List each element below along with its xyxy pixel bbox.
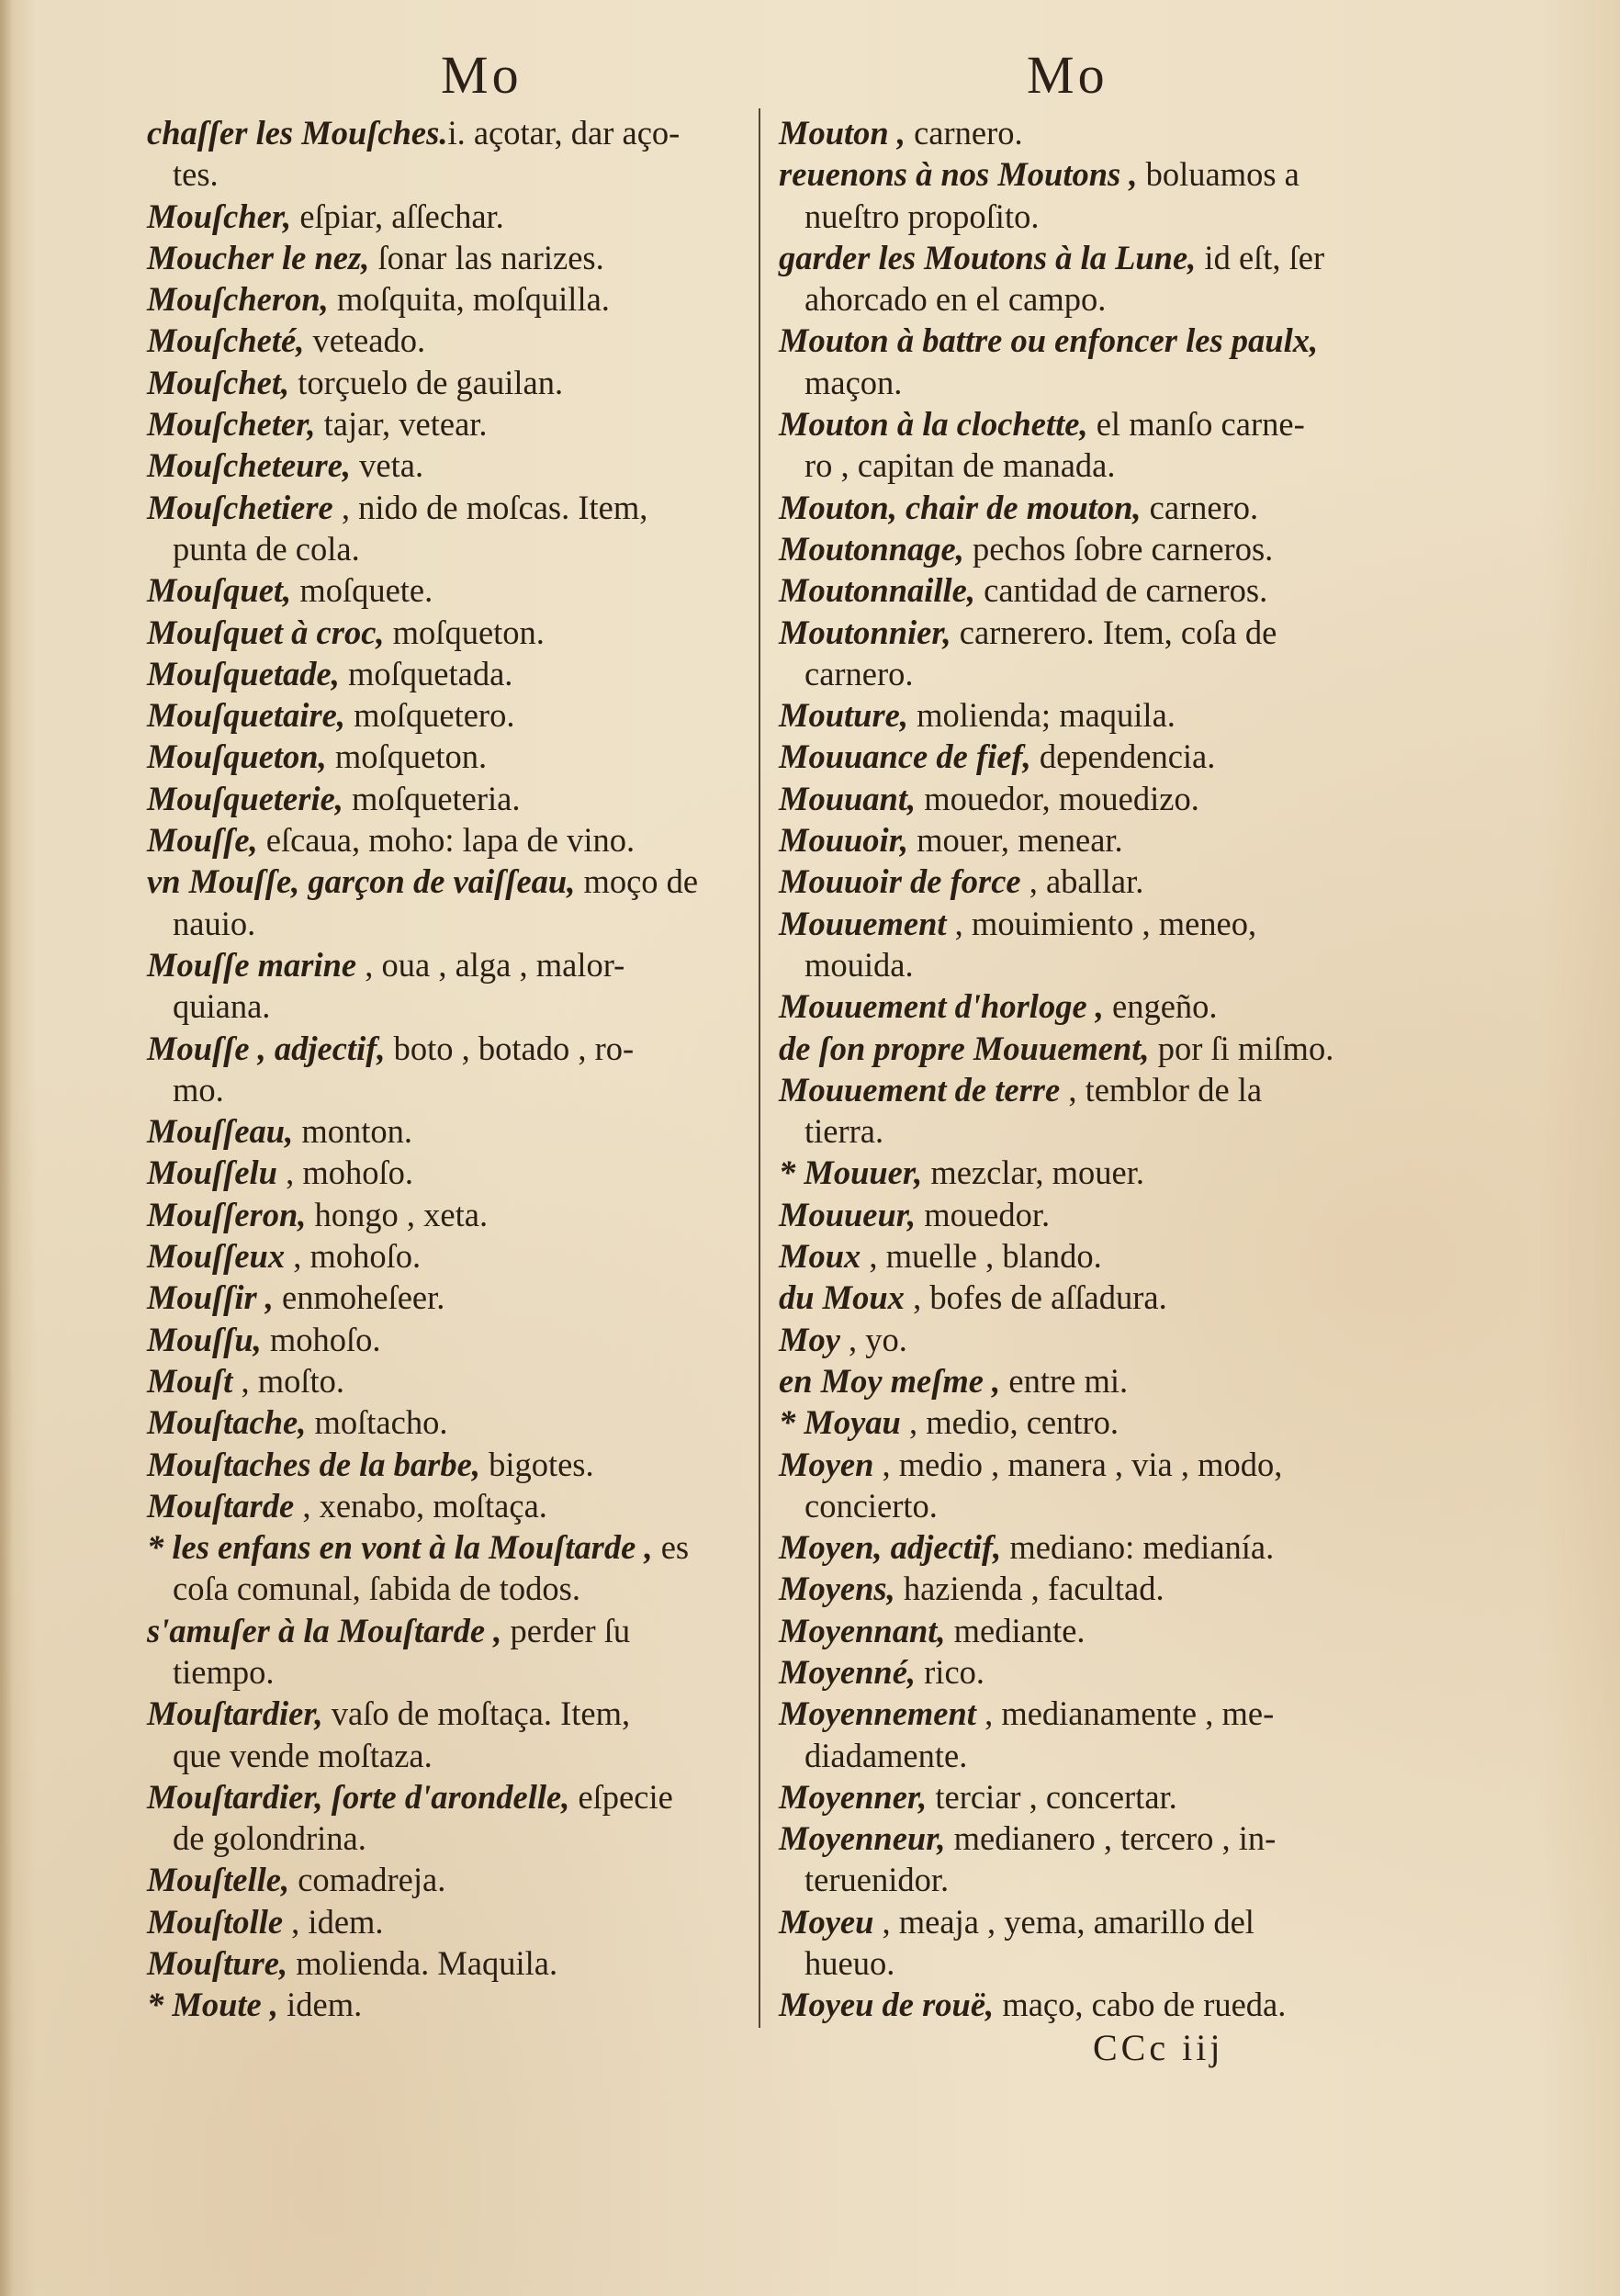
- definition: moſqueteria.: [343, 779, 521, 817]
- headword: Moyenné,: [779, 1652, 917, 1691]
- dictionary-entry-line: [779, 320, 1376, 361]
- definition: teruenidor.: [804, 1861, 950, 1899]
- definition: carnerero. Item, coſa de: [951, 613, 1277, 651]
- headword: * Moute ,: [147, 1986, 278, 2024]
- headword: Mouton, chair de mouton,: [779, 488, 1142, 526]
- definition: moſqueton.: [384, 613, 545, 651]
- definition: carnero.: [905, 114, 1023, 152]
- headword: Mouſcheteure,: [147, 446, 352, 485]
- headword: Mouueur,: [779, 1195, 917, 1233]
- dictionary-entry-line: [147, 985, 744, 1027]
- dictionary-entry-line: [147, 694, 744, 736]
- headword: Mouture,: [779, 696, 908, 735]
- headword: Mouſcheron,: [147, 280, 329, 319]
- definition: tajar, vetear.: [315, 405, 488, 444]
- dictionary-entry-line: [147, 612, 744, 653]
- definition: molienda; maquila.: [907, 696, 1176, 735]
- dictionary-entry-line: [779, 985, 1376, 1027]
- dictionary-entry-line: [779, 1360, 1376, 1401]
- definition: veta.: [351, 446, 424, 485]
- definition: moſquetada.: [339, 654, 513, 692]
- right-column: [779, 112, 1376, 2026]
- dictionary-entry-line: [779, 1693, 1376, 1734]
- definition: ſonar las narizes.: [369, 238, 604, 276]
- dictionary-entry-line: [147, 1235, 744, 1277]
- headword: Moyen: [779, 1445, 874, 1483]
- definition: , temblor de la: [1060, 1070, 1263, 1109]
- headword: Moutonnage,: [779, 529, 964, 568]
- headword: Mouſſu,: [147, 1320, 262, 1358]
- definition: , mouimiento , meneo,: [946, 904, 1257, 942]
- definition: mouer, menear.: [908, 821, 1123, 860]
- dictionary-entry-line: [779, 196, 1376, 237]
- headword: * Moyau: [779, 1403, 901, 1442]
- definition: monton.: [293, 1112, 412, 1151]
- headword: Mouſſeux: [147, 1237, 286, 1276]
- headword: Mouſchet,: [147, 363, 290, 401]
- dictionary-entry-line: [147, 1859, 744, 1900]
- definition: dependencia.: [1030, 737, 1216, 776]
- definition: moſquita, moſquilla.: [328, 280, 610, 319]
- dictionary-entry-line: [779, 1651, 1376, 1693]
- definition: ahorcado en el campo.: [804, 280, 1107, 319]
- headword: Mouton ,: [779, 114, 906, 152]
- headword: Mouſquetade,: [147, 654, 340, 692]
- dictionary-entry-line: [779, 1942, 1376, 1984]
- definition: hongo , xeta.: [306, 1195, 489, 1233]
- dictionary-entry-line: [779, 1028, 1376, 1069]
- dictionary-entry-line: [779, 528, 1376, 569]
- page-edge-shadow: [0, 0, 13, 2296]
- headword: Mouſtache,: [147, 1403, 307, 1442]
- headword: Mouſt: [147, 1361, 233, 1400]
- dictionary-entry-line: [147, 320, 744, 361]
- headword: Mouſchetiere: [147, 488, 333, 526]
- definition: entre mi.: [1000, 1361, 1129, 1400]
- headword: Mouuoir de force: [779, 862, 1021, 901]
- dictionary-entry-line: [779, 278, 1376, 320]
- headword: Mouſſe marine: [147, 945, 357, 984]
- definition: maçon.: [804, 363, 903, 401]
- headword: Moyennement: [779, 1694, 976, 1733]
- dictionary-entry-line: [147, 1152, 744, 1193]
- dictionary-entry-line: [147, 196, 744, 237]
- dictionary-entry-line: [147, 1401, 744, 1443]
- headword: Mouuant,: [779, 779, 917, 817]
- definition: maço, cabo de rueda.: [994, 1986, 1287, 2024]
- dictionary-entry-line: [147, 569, 744, 611]
- dictionary-entry-line: [147, 819, 744, 861]
- dictionary-entry-line: [147, 1277, 744, 1318]
- definition: mo.: [173, 1070, 224, 1109]
- definition: mouida.: [804, 945, 914, 984]
- definition: id eſt, ſer: [1196, 238, 1325, 276]
- headword: Mouſtardier, ſorte d'arondelle,: [147, 1777, 570, 1816]
- dictionary-entry-line: [147, 1110, 744, 1152]
- headword: Mouton à battre ou enfoncer les paulx,: [779, 321, 1319, 360]
- definition: nauio.: [173, 904, 256, 942]
- definition: idem.: [277, 1986, 363, 2024]
- dictionary-entry-line: [147, 487, 744, 528]
- definition: moſtacho.: [306, 1403, 448, 1442]
- definition: cantidad de carneros.: [975, 571, 1268, 610]
- dictionary-entry-line: [779, 1818, 1376, 1859]
- definition: punta de cola.: [173, 529, 360, 568]
- definition: mediano: medianía.: [1001, 1528, 1275, 1567]
- headword: Mouſcher,: [147, 197, 292, 235]
- dictionary-entry-line: [147, 1444, 744, 1485]
- definition: concierto.: [804, 1486, 938, 1525]
- definition: moſqueton.: [326, 737, 488, 776]
- definition: boto , botado , ro-: [385, 1029, 635, 1067]
- dictionary-entry-line: [779, 403, 1376, 445]
- dictionary-entry-line: [779, 944, 1376, 985]
- dictionary-entry-line: [779, 861, 1376, 902]
- dictionary-entry-line: [779, 1610, 1376, 1651]
- definition: mohoſo.: [261, 1320, 381, 1358]
- headword: Moucher le nez,: [147, 238, 370, 276]
- definition: de golondrina.: [173, 1819, 366, 1858]
- dictionary-entry-line: [779, 1235, 1376, 1277]
- dictionary-entry-line: [147, 1776, 744, 1818]
- headword: Mouſquet à croc,: [147, 613, 385, 651]
- definition: i. açotar, dar aço-: [447, 114, 681, 152]
- definition: que vende moſtaza.: [173, 1736, 433, 1774]
- dictionary-entry-line: [147, 1942, 744, 1984]
- definition: molienda. Maquila.: [287, 1944, 558, 1983]
- headword: Moyeu: [779, 1902, 874, 1941]
- definition: diadamente.: [804, 1736, 968, 1774]
- headword: Mouſſe,: [147, 821, 258, 860]
- definition: , yo.: [839, 1320, 907, 1358]
- dictionary-entry-line: [779, 1568, 1376, 1609]
- definition: tierra.: [804, 1112, 884, 1151]
- dictionary-entry-line: [147, 1568, 744, 1609]
- definition: , medio , manera , via , modo,: [873, 1445, 1283, 1483]
- signature-mark: CCc iij: [1093, 2027, 1224, 2068]
- headword: Moutonnaille,: [779, 571, 975, 610]
- definition: torçuelo de gauilan.: [289, 363, 564, 401]
- dictionary-entry-line: [779, 612, 1376, 653]
- column-divider: [759, 108, 760, 2028]
- headword: Mouſtelle,: [147, 1861, 290, 1899]
- definition: , aballar.: [1020, 862, 1144, 901]
- headword: Mouſquetaire,: [147, 696, 345, 735]
- dictionary-entry-line: [779, 1444, 1376, 1485]
- definition: tes.: [173, 155, 219, 194]
- dictionary-entry-line: [779, 112, 1376, 153]
- definition: bigotes.: [479, 1445, 594, 1483]
- headword: reuenons à nos Moutons ,: [779, 155, 1138, 194]
- dictionary-entry-line: [147, 1735, 744, 1776]
- dictionary-entry-line: [147, 528, 744, 569]
- dictionary-entry-line: [147, 362, 744, 403]
- dictionary-entry-line: [147, 278, 744, 320]
- definition: medianero , tercero , in-: [945, 1819, 1277, 1858]
- dictionary-entry-line: [779, 1319, 1376, 1360]
- dictionary-entry-line: [779, 819, 1376, 861]
- definition: , oua , alga , malor-: [356, 945, 625, 984]
- definition: por ſi miſmo.: [1149, 1029, 1334, 1067]
- headword: Mouuement de terre: [779, 1070, 1061, 1109]
- headword: du Moux: [779, 1278, 905, 1317]
- dictionary-entry-line: [779, 1901, 1376, 1942]
- definition: quiana.: [173, 987, 271, 1026]
- definition: , nido de moſcas. Item,: [332, 488, 648, 526]
- definition: es: [652, 1528, 690, 1567]
- definition: mezclar, mouer.: [922, 1154, 1144, 1192]
- definition: , idem.: [283, 1902, 384, 1941]
- headword: Mouſquet,: [147, 571, 292, 610]
- running-head-left: Mo: [441, 45, 523, 105]
- headword: Moyenner,: [779, 1777, 928, 1816]
- dictionary-entry-line: [147, 1901, 744, 1942]
- dictionary-entry-line: [147, 153, 744, 195]
- headword: Mouſſir ,: [147, 1278, 274, 1317]
- headword: vn Mouſſe, garçon de vaiſſeau,: [147, 862, 576, 901]
- headword: Mouſcheté,: [147, 321, 305, 360]
- dictionary-entry-line: [779, 778, 1376, 819]
- headword: Moyeu de rouë,: [779, 1986, 995, 2024]
- headword: Mouuoir,: [779, 821, 909, 860]
- headword: Mouuement: [779, 904, 947, 942]
- dictionary-entry-line: [779, 1277, 1376, 1318]
- dictionary-entry-line: [147, 237, 744, 278]
- dictionary-entry-line: [779, 736, 1376, 777]
- definition: eſpecie: [569, 1777, 673, 1816]
- dictionary-entry-line: [147, 1319, 744, 1360]
- dictionary-entry-line: [147, 1651, 744, 1693]
- headword: Mouſſe , adjectif,: [147, 1029, 386, 1067]
- definition: coſa comunal, ſabida de todos.: [173, 1570, 580, 1608]
- dictionary-entry-line: [779, 362, 1376, 403]
- dictionary-entry-line: [147, 1526, 744, 1568]
- dictionary-entry-line: [779, 1401, 1376, 1443]
- headword: en Moy meſme ,: [779, 1361, 1001, 1400]
- dictionary-entry-line: [779, 903, 1376, 944]
- headword: Mouſqueterie,: [147, 779, 343, 817]
- definition: vaſo de moſtaça. Item,: [322, 1694, 631, 1733]
- dictionary-entry-line: [779, 1485, 1376, 1526]
- dictionary-entry-line: [147, 1818, 744, 1859]
- dictionary-entry-line: [147, 403, 744, 445]
- headword: Mouſture,: [147, 1944, 288, 1983]
- headword: Mouſtaches de la barbe,: [147, 1445, 480, 1483]
- definition: eſcaua, moho: lapa de vino.: [257, 821, 636, 860]
- dictionary-entry-line: [147, 445, 744, 486]
- dictionary-entry-line: [147, 1194, 744, 1235]
- dictionary-entry-line: [147, 1028, 744, 1069]
- headword: Moyens,: [779, 1570, 895, 1608]
- definition: , mohoſo.: [276, 1154, 414, 1192]
- dictionary-entry-line: [147, 736, 744, 777]
- dictionary-entry-line: [779, 1194, 1376, 1235]
- headword: Mouſſelu: [147, 1154, 277, 1192]
- dictionary-entry-line: [779, 653, 1376, 694]
- definition: eſpiar, aſſechar.: [291, 197, 504, 235]
- dictionary-entry-line: [779, 237, 1376, 278]
- dictionary-entry-line: [147, 1360, 744, 1401]
- headword: Moux: [779, 1237, 861, 1276]
- headword: Mouſſeron,: [147, 1195, 307, 1233]
- headword: garder les Moutons à la Lune,: [779, 238, 1197, 276]
- headword: Mouſtarde: [147, 1486, 295, 1525]
- headword: Mouſtardier,: [147, 1694, 323, 1733]
- definition: hueuo.: [804, 1944, 895, 1983]
- headword: Moutonnier,: [779, 613, 951, 651]
- definition: mediante.: [945, 1611, 1086, 1649]
- definition: perder ſu: [501, 1611, 631, 1649]
- dictionary-entry-line: [147, 1485, 744, 1526]
- definition: , mohoſo.: [285, 1237, 422, 1276]
- dictionary-entry-line: [779, 1526, 1376, 1568]
- definition: moço de: [575, 862, 699, 901]
- headword: Mouſqueton,: [147, 737, 327, 776]
- dictionary-entry-line: [779, 1110, 1376, 1152]
- dictionary-entry-line: [147, 653, 744, 694]
- definition: moſquete.: [291, 571, 433, 610]
- dictionary-entry-line: [147, 1069, 744, 1110]
- definition: el manſo carne-: [1087, 405, 1305, 444]
- definition: boluamos a: [1137, 155, 1299, 194]
- definition: ro , capitan de manada.: [804, 446, 1116, 485]
- headword: Moy: [779, 1320, 840, 1358]
- headword: de ſon propre Mouuement,: [779, 1029, 1150, 1067]
- dictionary-entry-line: [779, 1859, 1376, 1900]
- headword: Mouton à la clochette,: [779, 405, 1088, 444]
- headword: Mouuance de fief,: [779, 737, 1031, 776]
- headword: Moyennant,: [779, 1611, 946, 1649]
- headword: Mouſſeau,: [147, 1112, 294, 1151]
- headword: * les enfans en vont à la Mouſtarde ,: [147, 1528, 653, 1567]
- dictionary-entry-line: [147, 1693, 744, 1734]
- definition: , bofes de aſſadura.: [904, 1278, 1167, 1317]
- headword: Mouſtolle: [147, 1902, 284, 1941]
- definition: rico.: [916, 1652, 985, 1691]
- dictionary-entry-line: [779, 1069, 1376, 1110]
- dictionary-entry-line: [147, 944, 744, 985]
- definition: carnero.: [1141, 488, 1259, 526]
- definition: engeño.: [1103, 987, 1218, 1026]
- definition: moſquetero.: [344, 696, 515, 735]
- definition: enmoheſeer.: [273, 1278, 445, 1317]
- dictionary-entry-line: [147, 1610, 744, 1651]
- dictionary-entry-line: [779, 1152, 1376, 1193]
- definition: , xenabo, moſtaça.: [294, 1486, 547, 1525]
- definition: nueſtro propoſito.: [804, 197, 1040, 235]
- definition: , medio, centro.: [900, 1403, 1119, 1442]
- dictionary-entry-line: [779, 569, 1376, 611]
- headword: chaſſer les Mouſches.: [147, 114, 448, 152]
- definition: mouedor, mouedizo.: [916, 779, 1199, 817]
- definition: , medianamente , me-: [975, 1694, 1275, 1733]
- dictionary-entry-line: [147, 1984, 744, 2025]
- definition: , moſto.: [232, 1361, 344, 1400]
- definition: comadreja.: [289, 1861, 446, 1899]
- dictionary-entry-line: [779, 1735, 1376, 1776]
- dictionary-entry-line: [147, 778, 744, 819]
- definition: tiempo.: [173, 1652, 275, 1691]
- running-head-right: Mo: [1027, 45, 1108, 105]
- dictionary-entry-line: [779, 487, 1376, 528]
- dictionary-entry-line: [779, 153, 1376, 195]
- definition: hazienda , facultad.: [894, 1570, 1164, 1608]
- definition: mouedor.: [916, 1195, 1051, 1233]
- headword: s'amuſer à la Mouſtarde ,: [147, 1611, 502, 1649]
- definition: , muelle , blando.: [861, 1237, 1102, 1276]
- definition: terciar , concertar.: [927, 1777, 1177, 1816]
- dictionary-entry-line: [779, 1776, 1376, 1818]
- dictionary-entry-line: [779, 694, 1376, 736]
- dictionary-entry-line: [779, 1984, 1376, 2025]
- headword: Moyen, adjectif,: [779, 1528, 1002, 1567]
- definition: veteado.: [304, 321, 426, 360]
- definition: , meaja , yema, amarillo del: [873, 1902, 1254, 1941]
- headword: Mouuement d'horloge ,: [779, 987, 1104, 1026]
- dictionary-entry-line: [147, 861, 744, 902]
- dictionary-entry-line: [147, 903, 744, 944]
- headword: * Mouuer,: [779, 1154, 923, 1192]
- headword: Mouſcheter,: [147, 405, 316, 444]
- dictionary-entry-line: [147, 112, 744, 153]
- definition: carnero.: [804, 654, 914, 692]
- dictionary-entry-line: [779, 445, 1376, 486]
- definition: pechos ſobre carneros.: [963, 529, 1274, 568]
- headword: Moyenneur,: [779, 1819, 946, 1858]
- left-column: [147, 112, 744, 2026]
